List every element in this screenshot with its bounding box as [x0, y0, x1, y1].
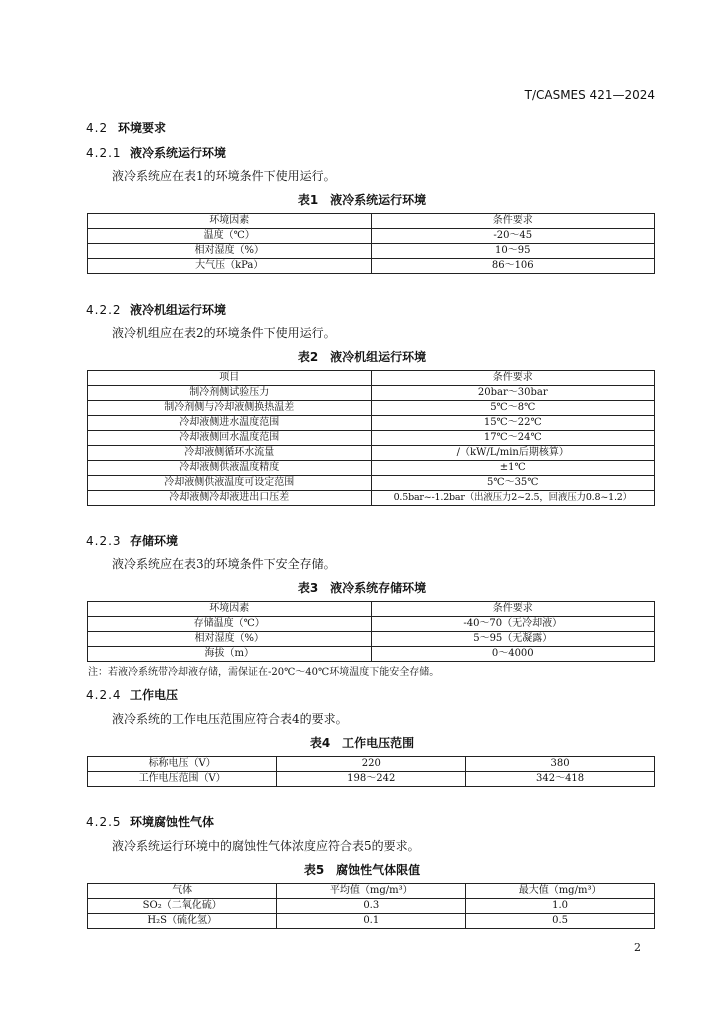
section-heading-4-2-5 [86, 813, 214, 830]
table-cell: SO₂（二氧化硫） [88, 899, 277, 914]
table-cell: 相对湿度（%） [88, 632, 372, 647]
table-cell: 0.5 [466, 914, 655, 929]
table-row [88, 244, 655, 259]
section-title: 环境腐蚀性气体 [130, 815, 215, 829]
table-row [88, 431, 655, 446]
section-title: 环境要求 [118, 121, 167, 135]
section-number: 4.2 [86, 121, 109, 135]
table3-caption [0, 579, 724, 596]
section-heading-4-2 [86, 119, 166, 136]
table-cell: 342～418 [466, 772, 655, 787]
section-heading-4-2-2 [86, 301, 226, 318]
paragraph-4-2-2: 液冷机组应在表2的环境条件下使用运行。 [112, 326, 336, 340]
table-title: 工作电压范围 [342, 736, 415, 750]
table2-caption [0, 348, 724, 365]
table-number: 表5 [303, 863, 325, 877]
paragraph-4-2-4: 液冷系统的工作电压范围应符合表4的要求。 [112, 712, 348, 726]
table-cell: 冷却液侧回水温度范围 [88, 431, 372, 446]
section-number: 4.2.2 [86, 303, 122, 317]
table-cell: 380 [466, 757, 655, 772]
table-row [88, 476, 655, 491]
section-heading-4-2-4 [86, 686, 178, 703]
page-number: 2 [634, 941, 641, 954]
paragraph-4-2-3: 液冷系统应在表3的环境条件下安全存储。 [112, 557, 336, 571]
table-header-cell: 条件要求 [371, 602, 655, 617]
table-header-cell: 气体 [88, 884, 277, 899]
table-cell: 0.3 [277, 899, 466, 914]
table5 [87, 883, 655, 929]
table-row [88, 446, 655, 461]
paragraph-4-2-5: 液冷系统运行环境中的腐蚀性气体浓度应符合表5的要求。 [112, 839, 420, 853]
section-heading-4-2-1 [86, 144, 226, 161]
table-cell: 15℃～22℃ [371, 416, 655, 431]
table-row [88, 772, 655, 787]
table-cell: 海拔（m） [88, 647, 372, 662]
table-header-cell: 条件要求 [371, 371, 655, 386]
table-cell: 冷却液侧进水温度范围 [88, 416, 372, 431]
table-header-row [88, 602, 655, 617]
table-header-cell: 最大值（mg/m³） [466, 884, 655, 899]
table-cell: 5℃～8℃ [371, 401, 655, 416]
section-number: 4.2.5 [86, 815, 122, 829]
table-number: 表2 [297, 350, 319, 364]
document-id: T/CASMES 421—2024 [524, 88, 655, 102]
table-cell: 大气压（kPa） [88, 259, 372, 274]
table-cell: 220 [277, 757, 466, 772]
table-row [88, 386, 655, 401]
table-cell: /（kW/L/min后期核算） [371, 446, 655, 461]
table-cell: 20bar～30bar [371, 386, 655, 401]
table-cell: ±1℃ [371, 461, 655, 476]
table-cell: 86～106 [371, 259, 655, 274]
table-row [88, 632, 655, 647]
table-cell: 冷却液侧供液温度可设定范围 [88, 476, 372, 491]
table-cell: 相对湿度（%） [88, 244, 372, 259]
table-title: 液冷系统存储环境 [330, 581, 427, 595]
section-number: 4.2.1 [86, 146, 122, 160]
table4-caption [0, 734, 724, 751]
table-header-row [88, 884, 655, 899]
table-cell: 5～95（无凝露） [371, 632, 655, 647]
table1-caption [0, 191, 724, 208]
table-cell: 0.5bar~-1.2bar（出液压力2~2.5，回液压力0.8~1.2） [371, 491, 655, 506]
table-cell: 17℃～24℃ [371, 431, 655, 446]
table-header-row [88, 214, 655, 229]
table-row [88, 259, 655, 274]
table-header-cell: 条件要求 [371, 214, 655, 229]
table2 [87, 370, 655, 506]
table-row [88, 416, 655, 431]
section-number: 4.2.3 [86, 534, 122, 548]
table4 [87, 756, 655, 787]
table3 [87, 601, 655, 662]
table-cell: 存储温度（℃） [88, 617, 372, 632]
table-row [88, 401, 655, 416]
section-title: 液冷系统运行环境 [130, 146, 227, 160]
paragraph-4-2-1: 液冷系统应在表1的环境条件下使用运行。 [112, 169, 336, 183]
table-header-cell: 环境因素 [88, 602, 372, 617]
section-title: 工作电压 [130, 688, 179, 702]
table1 [87, 213, 655, 274]
table-cell: 0.1 [277, 914, 466, 929]
table-cell: 冷却液侧冷却液进出口压差 [88, 491, 372, 506]
table-header-cell: 项目 [88, 371, 372, 386]
table-cell: 5℃～35℃ [371, 476, 655, 491]
table-cell: -20～45 [371, 229, 655, 244]
table-cell: 冷却液侧供液温度精度 [88, 461, 372, 476]
table-header-cell: 平均值（mg/m³） [277, 884, 466, 899]
table-cell: 工作电压范围（V） [88, 772, 277, 787]
table-title: 液冷机组运行环境 [330, 350, 427, 364]
table-cell: -40～70（无冷却液） [371, 617, 655, 632]
table-cell: 制冷剂侧试验压力 [88, 386, 372, 401]
table-header-row [88, 371, 655, 386]
table-cell: 标称电压（V） [88, 757, 277, 772]
table-header-cell: 环境因素 [88, 214, 372, 229]
table-row [88, 899, 655, 914]
table-row [88, 617, 655, 632]
section-number: 4.2.4 [86, 688, 122, 702]
table-cell: H₂S（硫化氢） [88, 914, 277, 929]
section-heading-4-2-3 [86, 532, 178, 549]
table-row [88, 229, 655, 244]
table-cell: 冷却液侧循环水流量 [88, 446, 372, 461]
table-title: 腐蚀性气体限值 [336, 863, 421, 877]
table-cell: 温度（℃） [88, 229, 372, 244]
table-cell: 1.0 [466, 899, 655, 914]
table-row [88, 491, 655, 506]
table-number: 表3 [297, 581, 319, 595]
table-number: 表1 [297, 193, 319, 207]
table5-caption [0, 861, 724, 878]
table-row [88, 461, 655, 476]
table-cell: 198～242 [277, 772, 466, 787]
table-row [88, 757, 655, 772]
table-row [88, 914, 655, 929]
section-title: 液冷机组运行环境 [130, 303, 227, 317]
table-number: 表4 [309, 736, 331, 750]
table-cell: 0～4000 [371, 647, 655, 662]
table-cell: 10～95 [371, 244, 655, 259]
table3-note: 注：若液冷系统带冷却液存储，需保证在-20℃～40℃环境温度下能安全存储。 [88, 667, 440, 678]
section-title: 存储环境 [130, 534, 179, 548]
table-cell: 制冷剂侧与冷却液侧换热温差 [88, 401, 372, 416]
table-row [88, 647, 655, 662]
table-title: 液冷系统运行环境 [330, 193, 427, 207]
